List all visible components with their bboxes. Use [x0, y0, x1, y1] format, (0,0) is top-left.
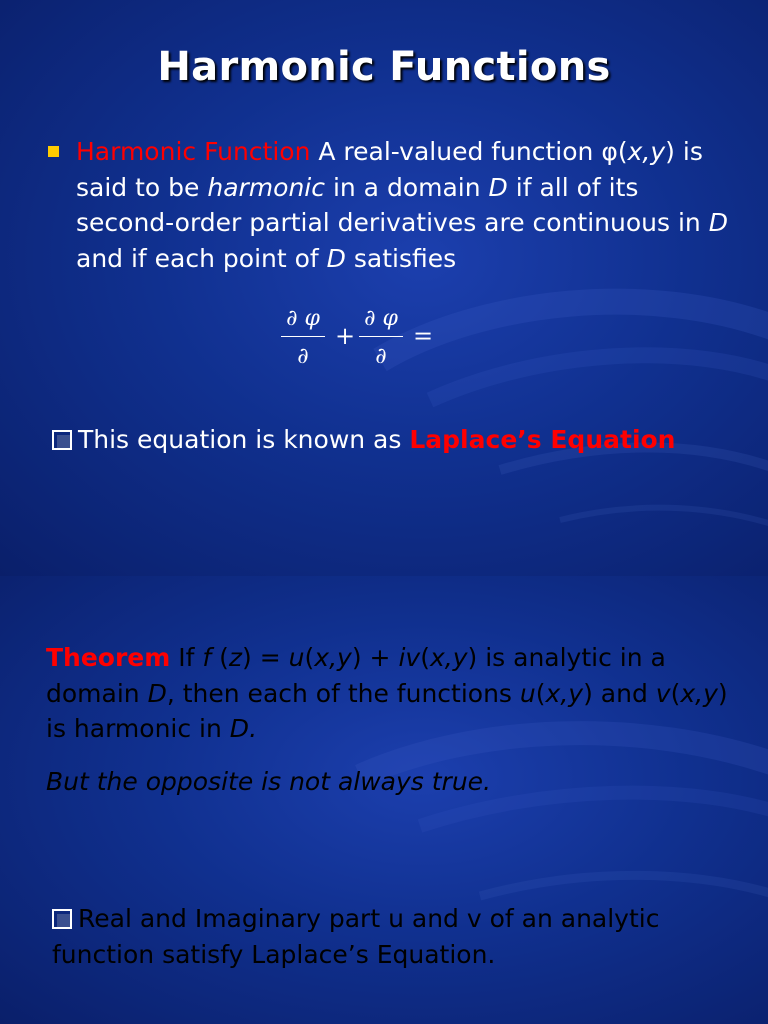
definition-text: satisfies — [345, 243, 457, 273]
definition-text: and if each point of — [76, 243, 327, 273]
var-z: z — [228, 643, 243, 672]
theorem-label: Theorem — [46, 643, 171, 672]
domain-d: D — [229, 714, 250, 743]
var-xy: x,y — [545, 678, 584, 708]
domain-d: D — [488, 172, 508, 202]
checkbox-bullet-icon — [52, 909, 72, 929]
theorem-text: is analytic in a domain — [46, 643, 666, 708]
note-text: Real and Imaginary part u and v of an analytic function satisfy Laplace’s Equation. — [52, 904, 660, 969]
paren-open: ( — [617, 137, 628, 166]
laplace-equation-highlight: Laplace’s Equation — [409, 425, 676, 454]
theorem-text: If — [170, 643, 203, 672]
partial-symbol: ∂ — [375, 344, 387, 369]
paren-close: ) — [717, 678, 728, 708]
phi-symbol: φ — [304, 306, 320, 331]
theorem-paragraph — [46, 640, 746, 747]
theorem-text: and — [592, 678, 656, 708]
partial-symbol: ∂ — [297, 344, 309, 369]
period: . — [249, 714, 258, 743]
var-u: u — [288, 643, 305, 672]
fraction-2 — [357, 302, 405, 371]
phi-symbol: φ — [601, 137, 618, 166]
theorem-text: , then each of the functions — [166, 678, 520, 708]
var-xy: x,y — [429, 643, 468, 672]
laplace-equation — [279, 302, 449, 382]
note-text: This equation is known as — [78, 425, 410, 454]
theorem-text: ( — [211, 643, 229, 672]
var-xy: x,y — [314, 643, 352, 672]
var-iv: iv — [398, 643, 421, 672]
paren-close: ) — [351, 643, 362, 672]
laplace-note — [52, 422, 752, 458]
fraction-1 — [279, 302, 327, 371]
slide-title: Harmonic Functions — [157, 44, 611, 90]
bullet-square-icon — [48, 146, 59, 157]
paren-close: ) — [665, 137, 675, 166]
theorem-text: is harmonic in — [46, 714, 230, 743]
paren-open: ( — [420, 643, 430, 672]
theorem-text: ) = — [242, 643, 289, 672]
phi-symbol: φ — [382, 306, 398, 331]
remark-text: But the opposite is not always true. — [46, 767, 492, 796]
variables-xy: x,y — [627, 137, 666, 166]
paren-close: ) — [467, 643, 478, 672]
var-u: u — [519, 678, 536, 708]
definition-text: in a domain — [325, 172, 489, 202]
domain-d: D — [708, 208, 728, 237]
var-xy: x,y — [680, 678, 718, 708]
paren-close: ) — [583, 678, 593, 708]
term-harmonic-function: Harmonic Function — [76, 137, 311, 166]
domain-d: D — [326, 243, 346, 273]
paren-open: ( — [535, 678, 546, 708]
partial-symbol: ∂ — [286, 306, 298, 331]
checkbox-bullet-icon — [52, 430, 72, 450]
definition-text: is said to be — [76, 137, 703, 202]
partial-symbol: ∂ — [364, 306, 376, 331]
harmonic-word: harmonic — [207, 172, 325, 202]
theorem-text: + — [361, 643, 399, 672]
var-f: f — [202, 643, 212, 672]
paren-open: ( — [670, 678, 681, 708]
real-imaginary-note — [52, 901, 742, 972]
plus-sign: + — [335, 322, 356, 350]
equals-sign: = — [413, 322, 434, 350]
definition-paragraph — [76, 134, 736, 276]
definition-text: if all of its second-order partial derivatives are continuous in — [76, 172, 709, 237]
paren-open: ( — [304, 643, 315, 672]
definition-text: A real-valued function — [310, 137, 602, 166]
domain-d: D — [147, 678, 167, 708]
var-v: v — [655, 678, 671, 708]
